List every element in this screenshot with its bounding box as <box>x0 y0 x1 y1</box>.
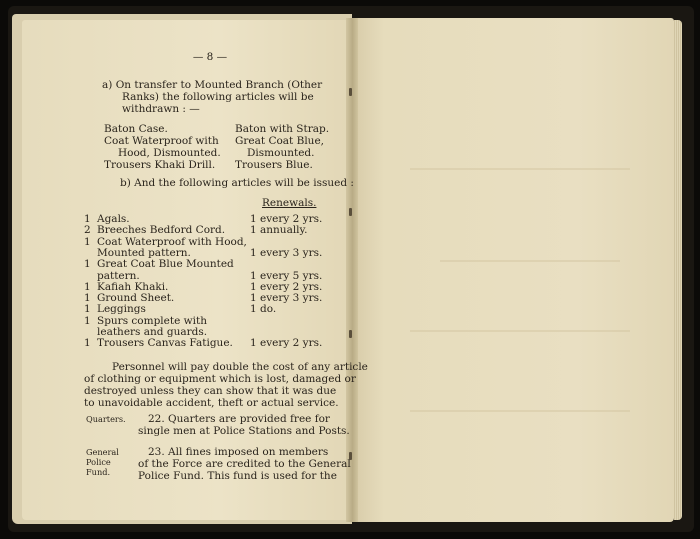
item-quantity: 1 <box>84 235 91 248</box>
item-article: Coat Waterproof with Hood, <box>97 235 247 248</box>
police-fund-line: Police Fund. This fund is used for the <box>138 470 337 482</box>
withdrawn-item: Baton with Strap. <box>235 123 330 135</box>
item-quantity: 1 <box>84 258 91 271</box>
item-article: Great Coat Blue Mounted <box>97 258 234 271</box>
item-quantity: 1 <box>84 337 91 350</box>
paragraph-line: to unavoidable accident, theft or actual service. <box>84 397 339 409</box>
withdrawn-item: Coat Waterproof with <box>104 135 219 147</box>
margin-label-quarters: Quarters. <box>86 414 126 424</box>
section-a-line-1: a) On transfer to Mounted Branch (Other <box>102 79 323 91</box>
item-article: leathers and guards. <box>97 326 208 338</box>
item-quantity: 2 <box>84 224 91 237</box>
item-renewal: 1 every 2 yrs. <box>250 280 323 293</box>
item-quantity: 1 <box>84 280 91 293</box>
item-quantity: 1 <box>84 303 91 316</box>
bleed-through-line <box>410 410 630 412</box>
margin-label-police-fund: Fund. <box>86 467 111 477</box>
bleed-through-line <box>410 330 630 332</box>
margin-label-police-fund: General <box>86 447 119 457</box>
item-article: Breeches Bedford Cord. <box>97 224 226 237</box>
item-quantity: 1 <box>84 213 91 225</box>
binding-stitch <box>349 208 352 216</box>
item-quantity: 1 <box>84 314 91 327</box>
paragraph-line: of clothing or equipment which is lost, damaged or <box>84 373 356 385</box>
withdrawn-item: Hood, Dismounted. <box>118 147 221 159</box>
item-article: Agals. <box>97 213 130 225</box>
police-fund-line: 23. All fines imposed on members <box>148 446 329 458</box>
item-article: Leggings <box>97 303 146 316</box>
renewals-header: Renewals. <box>262 197 317 209</box>
item-renewal: 1 every 2 yrs. <box>250 213 323 225</box>
bleed-through-line <box>410 168 630 170</box>
item-renewal: 1 every 2 yrs. <box>250 337 323 350</box>
section-a-line-3: withdrawn : — <box>122 103 200 115</box>
item-article: Ground Sheet. <box>97 292 175 305</box>
binding-stitch <box>349 88 352 96</box>
item-renewal: 1 do. <box>250 303 277 316</box>
item-article: Spurs complete with <box>97 314 207 327</box>
book-gutter <box>346 18 358 522</box>
paragraph-line: destroyed unless they can show that it was due <box>84 385 337 397</box>
withdrawn-item: Great Coat Blue, <box>235 135 324 147</box>
quarters-line: single men at Police Stations and Posts. <box>138 425 350 437</box>
withdrawn-item: Dismounted. <box>247 147 315 159</box>
right-page-blank <box>352 18 674 522</box>
withdrawn-item: Trousers Khaki Drill. <box>104 159 216 171</box>
item-article: Kafiah Khaki. <box>97 280 169 293</box>
margin-label-police-fund: Police <box>86 457 111 467</box>
section-a-line-2: Ranks) the following articles will be <box>122 91 314 103</box>
section-b-intro: b) And the following articles will be issued : <box>120 177 354 189</box>
item-article: pattern. <box>97 269 140 282</box>
withdrawn-item: Trousers Blue. <box>235 159 313 171</box>
paragraph-line: Personnel will pay double the cost of any article <box>112 361 368 373</box>
quarters-line: 22. Quarters are provided free for <box>148 413 330 425</box>
police-fund-line: of the Force are credited to the General <box>138 458 351 470</box>
page-number: — 8 — <box>192 51 228 63</box>
item-article: Mounted pattern. <box>97 246 191 259</box>
item-quantity: 1 <box>84 292 91 305</box>
withdrawn-item: Baton Case. <box>104 123 168 135</box>
item-renewal: 1 every 3 yrs. <box>250 292 323 305</box>
right-page-edge <box>674 20 682 520</box>
item-renewal: 1 every 3 yrs. <box>250 246 323 259</box>
item-article: Trousers Canvas Fatigue. <box>97 337 233 350</box>
bleed-through-line <box>440 260 620 262</box>
binding-stitch <box>349 330 352 338</box>
item-renewal: 1 annually. <box>250 224 308 237</box>
item-renewal: 1 every 5 yrs. <box>250 269 323 282</box>
